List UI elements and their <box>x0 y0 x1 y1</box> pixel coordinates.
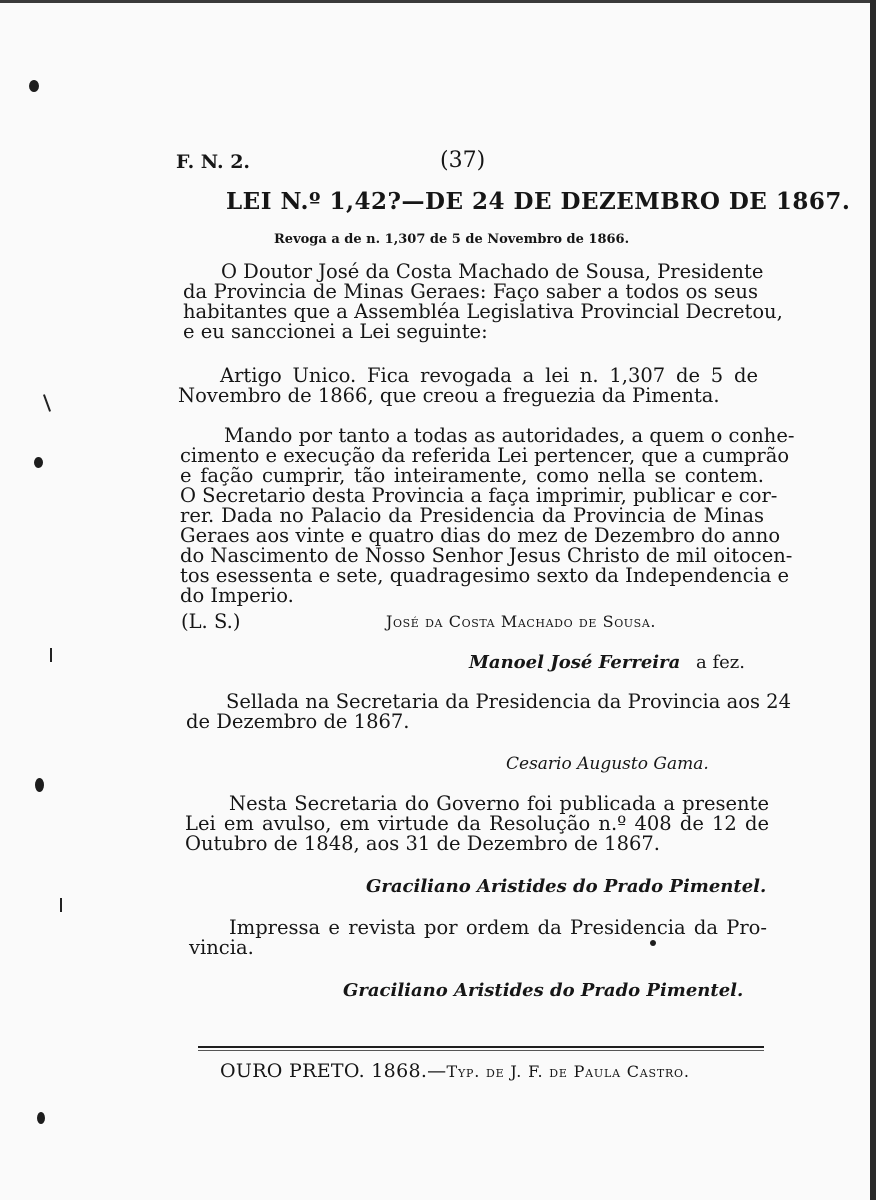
printer-imprint <box>220 1060 690 1082</box>
header-label: F. N. 2. <box>176 151 251 173</box>
text-line: vincia. <box>189 936 254 959</box>
text-line: e fação cumprir, tão inteiramente, como nella se contem. <box>180 464 764 487</box>
publication-note <box>185 794 769 854</box>
text-line: da Provincia de Minas Geraes: Faço saber a todos os seus <box>183 280 758 303</box>
text-line: habitantes que a Assembléa Legislativa Provincial Decretou, <box>183 300 783 323</box>
sealed-by-signature: Cesario Augusto Gama. <box>506 754 709 774</box>
text-line: Mando por tanto a todas as autoridades, a quem o conhe- <box>224 424 795 447</box>
text-line: Sellada na Secretaria da Presidencia da Provincia aos 24 <box>226 690 791 713</box>
clerk-signature <box>469 652 745 673</box>
margin-speck <box>43 394 51 412</box>
text-line: de Dezembro de 1867. <box>186 710 410 733</box>
margin-speck <box>60 898 62 912</box>
text-line: Impressa e revista por ordem da Presidencia da Pro- <box>229 916 767 939</box>
text-line: O Secretario desta Provincia a faça imprimir, publicar e cor- <box>180 484 778 507</box>
law-title: LEI N.º 1,42?—DE 24 DE DEZEMBRO DE 1867. <box>226 188 851 215</box>
seal-mark: (L. S.) <box>181 610 241 633</box>
text-line: tos esessenta e sete, quadragesimo sexto da Independencia e <box>180 564 790 587</box>
text-line: Geraes aos vinte e quatro dias do mez de Dezembro do anno <box>180 524 781 547</box>
text-line: rer. Dada no Palacio da Presidencia da Provincia de Minas <box>180 504 764 527</box>
preamble-paragraph <box>183 260 783 343</box>
clerk-name: Manoel José Ferreira <box>469 652 681 673</box>
text-line: Lei em avulso, em virtude da Resolução n.º 408 de 12 de <box>185 812 769 835</box>
page-number: (37) <box>440 148 486 173</box>
text-line: Artigo Unico. Fica revogada a lei n. 1,307 de 5 de <box>220 364 758 387</box>
sealing-note <box>186 690 791 733</box>
scan-border-top <box>0 0 876 3</box>
print-note <box>189 918 767 958</box>
margin-speck <box>34 457 43 468</box>
printed-by-signature: Graciliano Aristides do Prado Pimentel. <box>343 980 744 1001</box>
published-by-signature: Graciliano Aristides do Prado Pimentel. <box>366 876 767 897</box>
text-line: Outubro de 1848, aos 31 de Dezembro de 1867. <box>185 832 660 855</box>
scan-border-right <box>870 0 876 1200</box>
margin-speck <box>29 80 39 92</box>
president-signature: José da Costa Machado de Sousa. <box>386 612 657 631</box>
divider-rule-thin <box>198 1050 764 1051</box>
law-subtitle: Revoga a de n. 1,307 de 5 de Novembro de 1866. <box>274 232 630 247</box>
text-line: O Doutor José da Costa Machado de Sousa, Presidente <box>221 260 764 283</box>
text-line: do Nascimento de Nosso Senhor Jesus Christo de mil oitocen- <box>180 544 793 567</box>
text-line: do Imperio. <box>180 584 294 607</box>
clerk-suffix: a fez. <box>696 652 745 673</box>
text-line: Novembro de 1866, que creou a freguezia da Pimenta. <box>178 384 720 407</box>
imprint-place-year: OURO PRETO. 1868.— <box>220 1060 447 1082</box>
imprint-printer: Typ. de J. F. de Paula Castro. <box>446 1062 690 1081</box>
margin-speck <box>35 778 44 792</box>
article-paragraph <box>178 366 758 406</box>
text-line: cimento e execução da referida Lei pertencer, que a cumprão <box>180 444 790 467</box>
margin-speck <box>37 1112 45 1124</box>
text-line: e eu sanccionei a Lei seguinte: <box>183 320 488 343</box>
text-line: Nesta Secretaria do Governo foi publicada a presente <box>229 792 769 815</box>
mandate-paragraph <box>180 424 795 607</box>
divider-rule <box>198 1046 764 1048</box>
margin-speck <box>50 648 52 662</box>
